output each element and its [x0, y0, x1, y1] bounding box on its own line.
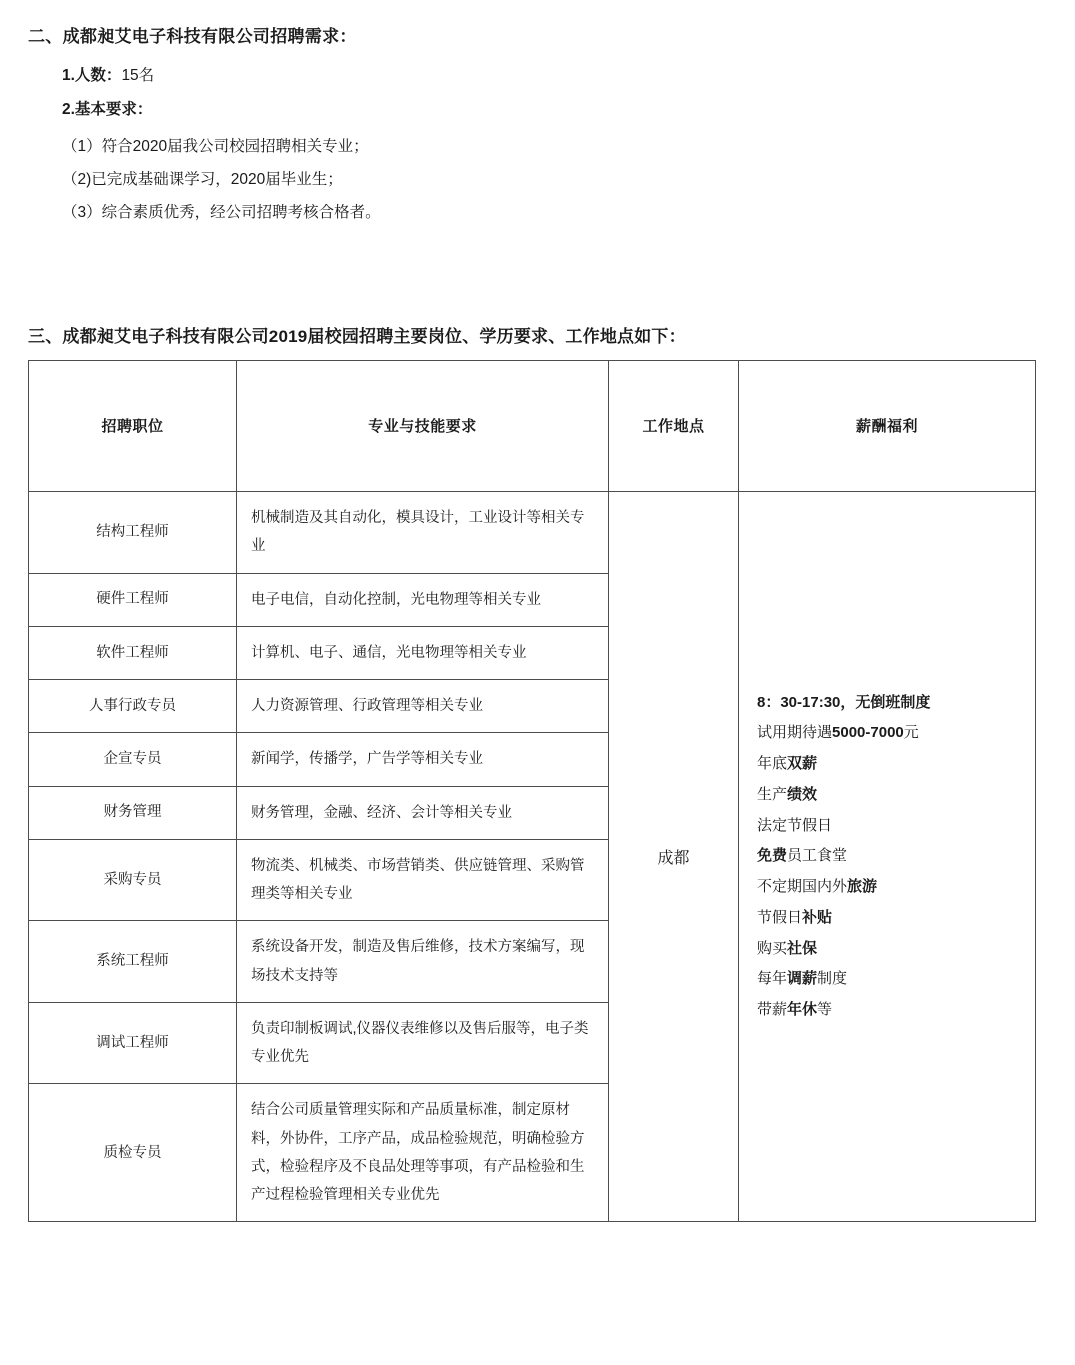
cell-requirement: 财务管理，金融、经济、会计等相关专业	[237, 786, 609, 839]
cell-requirement: 物流类、机械类、市场营销类、供应链管理、采购管理类等相关专业	[237, 839, 609, 921]
headcount-value: 15名	[121, 66, 155, 84]
header-location: 工作地点	[609, 360, 739, 491]
requirement-item-3: （3）综合素质优秀，经公司招聘考核合格者。	[62, 204, 381, 222]
cell-position: 硬件工程师	[29, 573, 237, 626]
headcount-label: 1.人数：	[62, 66, 122, 84]
section-spacer	[28, 232, 1035, 324]
cell-position: 软件工程师	[29, 626, 237, 679]
cell-position: 系统工程师	[29, 921, 237, 1003]
benefit-line: 免费员工食堂	[757, 847, 848, 865]
requirement-item-1: （1）符合2020届我公司校园招聘相关专业；	[62, 138, 369, 156]
basic-requirements-label-text: 2.基本要求：	[62, 101, 153, 119]
benefit-line: 生产绩效	[757, 785, 818, 803]
benefit-line: 法定节假日	[757, 816, 833, 834]
table-row	[29, 491, 1036, 573]
cell-requirement: 机械制造及其自动化，模具设计，工业设计等相关专业	[237, 491, 609, 573]
header-requirement: 专业与技能要求	[237, 360, 609, 491]
benefit-line: 年底双薪	[757, 755, 818, 773]
table-header-row	[29, 360, 1036, 491]
cell-position: 调试工程师	[29, 1002, 237, 1084]
basic-requirements-label	[62, 98, 1035, 123]
header-benefits: 薪酬福利	[739, 360, 1036, 491]
headcount-line	[62, 64, 1035, 89]
cell-location: 成都	[609, 491, 739, 1222]
cell-position: 质检专员	[29, 1084, 237, 1222]
cell-position: 采购专员	[29, 839, 237, 921]
cell-requirement: 负责印制板调试,仪器仪表维修以及售后服等，电子类专业优先	[237, 1002, 609, 1084]
cell-position: 人事行政专员	[29, 680, 237, 733]
cell-requirement: 新闻学，传播学，广告学等相关专业	[237, 733, 609, 786]
cell-requirement: 系统设备开发，制造及售后维修，技术方案编写，现场技术支持等	[237, 921, 609, 1003]
benefit-line: 不定期国内外旅游	[757, 878, 878, 896]
job-positions-table	[28, 360, 1036, 1223]
cell-requirement: 结合公司质量管理实际和产品质量标准，制定原材料，外协件，工序产品，成品检验规范，明确检验方式，检验程序及不良品处理等事项，有产品检验和生产过程检验管理相关专业优先	[237, 1084, 609, 1222]
cell-requirement: 电子电信，自动化控制，光电物理等相关专业	[237, 573, 609, 626]
benefit-line: 购买社保	[757, 939, 818, 957]
cell-position: 财务管理	[29, 786, 237, 839]
benefit-line: 节假日补贴	[757, 908, 833, 926]
section-2-heading: 二、成都昶艾电子科技有限公司招聘需求：	[28, 27, 357, 46]
requirement-item-2: （2)已完成基础课学习，2020届毕业生；	[62, 171, 343, 189]
header-position: 招聘职位	[29, 360, 237, 491]
benefit-line: 8：30-17:30，无倒班制度	[757, 693, 931, 711]
cell-position: 结构工程师	[29, 491, 237, 573]
cell-position: 企宣专员	[29, 733, 237, 786]
cell-benefits	[739, 491, 1036, 1222]
benefit-line: 试用期待遇5000-7000元	[757, 724, 919, 742]
cell-requirement: 人力资源管理、行政管理等相关专业	[237, 680, 609, 733]
benefit-line: 带薪年休等	[757, 1001, 833, 1019]
table-body	[29, 491, 1036, 1222]
cell-requirement: 计算机、电子、通信，光电物理等相关专业	[237, 626, 609, 679]
benefit-line: 每年调薪制度	[757, 970, 848, 988]
section-3-heading: 三、成都昶艾电子科技有限公司2019届校园招聘主要岗位、学历要求、工作地点如下：	[28, 327, 686, 347]
